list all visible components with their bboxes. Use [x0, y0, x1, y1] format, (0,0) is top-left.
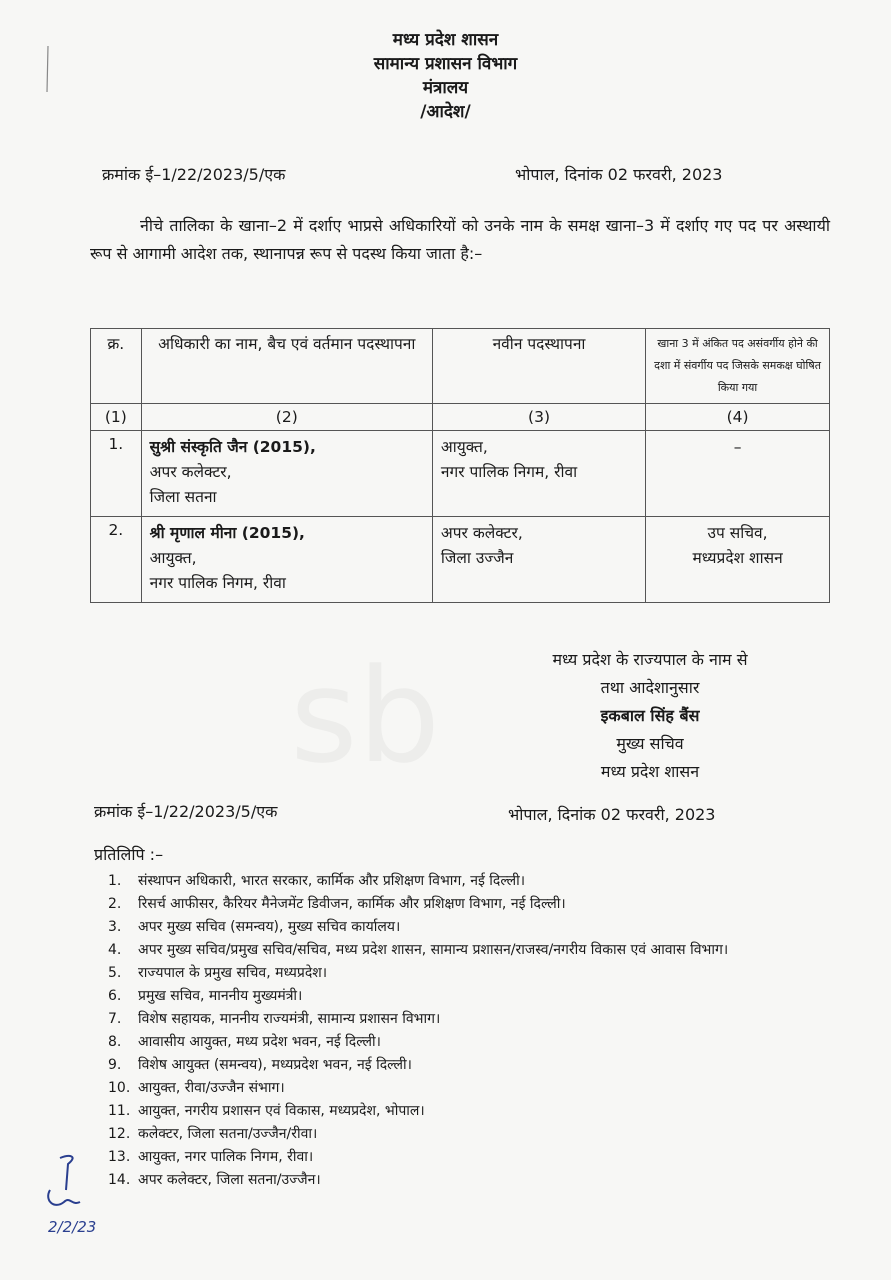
header-equivalent-post: खाना 3 में अंकित पद असंवर्गीय होने की दशा में संवर्गीय पद जिसके समकक्ष घोषित किया गया [646, 329, 830, 404]
row-equivalent-post [646, 431, 830, 517]
list-item: 10. आयुक्त, रीवा/उज्जैन संभाग। [108, 1080, 285, 1096]
row-officer [141, 431, 432, 517]
header-sno: क्र. [91, 329, 142, 404]
table-row [91, 431, 830, 517]
officer-name: श्री मृणाल मीना (2015), [149, 524, 305, 542]
list-item: 5. राज्यपाल के प्रमुख सचिव, मध्यप्रदेश। [108, 965, 328, 981]
row-new-posting [432, 517, 645, 603]
header-officer: अधिकारी का नाम, बैच एवं वर्तमान पदस्थापना [141, 329, 432, 404]
copy-order-number: क्रमांक ई–1/22/2023/5/एक [94, 802, 278, 821]
order-body-text: नीचे तालिका के खाना–2 में दर्शाए भाप्रसे अधिकारियों को उनके नाम के समक्ष खाना–3 में दर्शाए गए पद पर अस्थायी रूप से आगामी आदेश तक, स्थानापन्न रूप से पदस्थ किया जाता है:– [90, 216, 830, 263]
col-number-4: (4) [646, 404, 830, 431]
row-sno: 1. [91, 431, 142, 517]
document-type: /आदेश/ [420, 102, 471, 122]
letterhead [0, 28, 891, 124]
signatory-office: मध्य प्रदेश शासन [600, 762, 700, 781]
new-place: जिला उज्जैन [440, 549, 514, 567]
row-equivalent-post [646, 517, 830, 603]
government-name: मध्य प्रदेश शासन [392, 30, 499, 50]
list-item: 13. आयुक्त, नगर पालिक निगम, रीवा। [108, 1149, 314, 1165]
equivalent-office: मध्यप्रदेश शासन [692, 549, 783, 567]
watermark [290, 640, 440, 792]
row-new-posting [432, 431, 645, 517]
officer-current-place: जिला सतना [149, 488, 217, 506]
col-number-1: (1) [91, 404, 142, 431]
col-number-3: (3) [432, 404, 645, 431]
new-post: अपर कलेक्टर, [440, 524, 523, 542]
row-sno: 2. [91, 517, 142, 603]
copy-label: प्रतिलिपि :– [94, 845, 164, 864]
department-name: सामान्य प्रशासन विभाग [373, 54, 518, 74]
table-header-row [91, 329, 830, 404]
list-item: 1. संस्थापन अधिकारी, भारत सरकार, कार्मिक और प्रशिक्षण विभाग, नई दिल्ली। [108, 873, 526, 889]
list-item: 11. आयुक्त, नगरीय प्रशासन एवं विकास, मध्यप्रदेश, भोपाल। [108, 1103, 425, 1119]
header-new-posting: नवीन पदस्थापना [432, 329, 645, 404]
signature-line-2: तथा आदेशानुसार [600, 678, 700, 697]
list-item: 9. विशेष आयुक्त (समन्वय), मध्यप्रदेश भवन, नई दिल्ली। [108, 1057, 412, 1073]
list-item: 7. विशेष सहायक, माननीय राज्यमंत्री, सामान्य प्रशासन विभाग। [108, 1011, 441, 1027]
list-item: 4. अपर मुख्य सचिव/प्रमुख सचिव/सचिव, मध्य प्रदेश शासन, सामान्य प्रशासन/राजस्व/नगरीय विकास एवं आवास विभाग। [108, 942, 729, 958]
officer-current-place: नगर पालिक निगम, रीवा [149, 574, 286, 592]
office-name: मंत्रालय [422, 78, 469, 98]
list-item: 12. कलेक्टर, जिला सतना/उज्जैन/रीवा। [108, 1126, 318, 1142]
officer-name: सुश्री संस्कृति जैन (2015), [149, 438, 316, 456]
initials-date: 2/2/23 [48, 1218, 97, 1236]
signatory-designation: मुख्य सचिव [616, 734, 684, 753]
list-item: 8. आवासीय आयुक्त, मध्य प्रदेश भवन, नई दिल्ली। [108, 1034, 381, 1050]
equivalent-post: – [733, 438, 742, 456]
officer-current-post: अपर कलेक्टर, [149, 463, 232, 481]
officer-current-post: आयुक्त, [149, 549, 197, 567]
copy-list [108, 870, 828, 1192]
list-item: 3. अपर मुख्य सचिव (समन्वय), मुख्य सचिव कार्यालय। [108, 919, 401, 935]
signature-line-1: मध्य प्रदेश के राज्यपाल के नाम से [552, 650, 748, 669]
margin-mark-icon [44, 44, 52, 94]
col-number-2: (2) [141, 404, 432, 431]
new-post: आयुक्त, [440, 438, 488, 456]
table-column-number-row [91, 404, 830, 431]
order-place-date: भोपाल, दिनांक 02 फरवरी, 2023 [515, 165, 723, 184]
handwritten-initials-icon [40, 1150, 120, 1240]
copy-place-date: भोपाल, दिनांक 02 फरवरी, 2023 [508, 805, 716, 824]
signatory-name: इकबाल सिंह बैंस [600, 706, 700, 725]
list-item: 6. प्रमुख सचिव, माननीय मुख्यमंत्री। [108, 988, 303, 1004]
list-item: 14. अपर कलेक्टर, जिला सतना/उज्जैन। [108, 1172, 321, 1188]
list-item: 2. रिसर्च आफीसर, कैरियर मैनेजमेंट डिवीजन, कार्मिक और प्रशिक्षण विभाग, नई दिल्ली। [108, 896, 566, 912]
new-place: नगर पालिक निगम, रीवा [440, 463, 578, 481]
row-officer [141, 517, 432, 603]
table-row [91, 517, 830, 603]
signature-block [470, 646, 830, 786]
equivalent-post: उप सचिव, [707, 524, 768, 542]
posting-table [90, 328, 830, 603]
order-number: क्रमांक ई–1/22/2023/5/एक [102, 165, 286, 184]
